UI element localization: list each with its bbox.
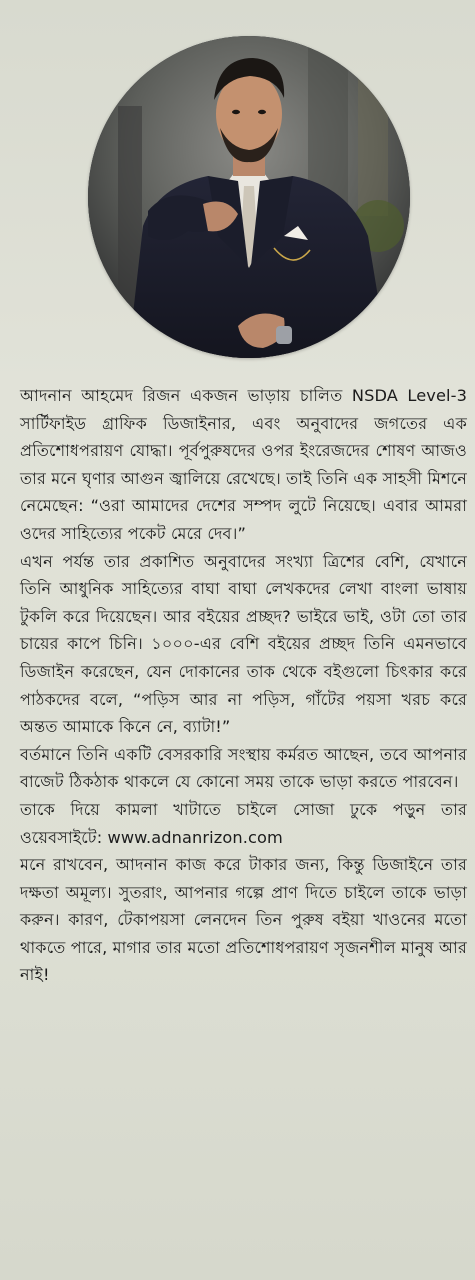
author-portrait-illustration [88,36,410,358]
author-bio [20,382,467,989]
bio-paragraph: এখন পর্যন্ত তার প্রকাশিত অনুবাদের সংখ্যা ত্রিশের বেশি, যেখানে তিনি আধুনিক সাহিত্যের বাঘা বাঘা লেখকদের লেখা বাংলা ভাষায় টুকলি করে দিয়েছেন। আর বইয়ের প্রচ্ছদ? ভাইরে ভাই, ওটা তো তার চায়ের কাপে চিনি। ১০০০-এর বেশি বইয়ের প্রচ্ছদ তিনি এমনভাবে ডিজাইন করেছেন, যেন দোকানের তাক থেকে বইগুলো চিৎকার করে পাঠকদের বলে, “পড়িস আর না পড়িস, গাঁটের পয়সা খরচ করে অন্তত আমাকে কিনে নে, ব্যাটা!” [20,551,467,737]
bio-paragraph: তাকে দিয়ে কামলা খাটাতে চাইলে সোজা ঢুকে পড়ুন তার ওয়েবসাইটে: www.adnanrizon.com [20,799,467,847]
bio-paragraph: বর্তমানে তিনি একটি বেসরকারি সংস্থায় কর্মরত আছেন, তবে আপনার বাজেট ঠিকঠাক থাকলে যে কোনো সময় তাকে ভাড়া করতে পারবেন। [20,744,467,792]
bio-paragraph: মনে রাখবেন, আদনান কাজ করে টাকার জন্য, কিন্তু ডিজাইনে তার দক্ষতা অমূল্য। সুতরাং, আপনার গল্পে প্রাণ দিতে চাইলে তাকে ভাড়া করুন। কারণ, টেকাপয়সা লেনদেন তিন পুরুষ বইয়া খাওনের মতো থাকতে পারে, মাগার তার মতো প্রতিশোধপরায়ণ সৃজনশীল মানুষ আর নাই! [20,855,467,985]
author-photo [88,36,410,358]
bio-paragraph: আদনান আহমেদ রিজন একজন ভাড়ায় চালিত NSDA Level-3 সার্টিফাইড গ্রাফিক ডিজাইনার, এবং অনুবাদের জগতের এক প্রতিশোধপরায়ণ যোদ্ধা। পূর্বপুরুষদের ওপর ইংরেজদের শোষণ আজও তার মনে ঘৃণার আগুন জ্বালিয়ে রেখেছে। তাই তিনি এক সাহসী মিশনে নেমেছেন: “ওরা আমাদের দেশের সম্পদ লুটে নিয়েছে। এবার আমরা ওদের সাহিত্যের পকেট মেরে দেব।” [20,386,467,543]
